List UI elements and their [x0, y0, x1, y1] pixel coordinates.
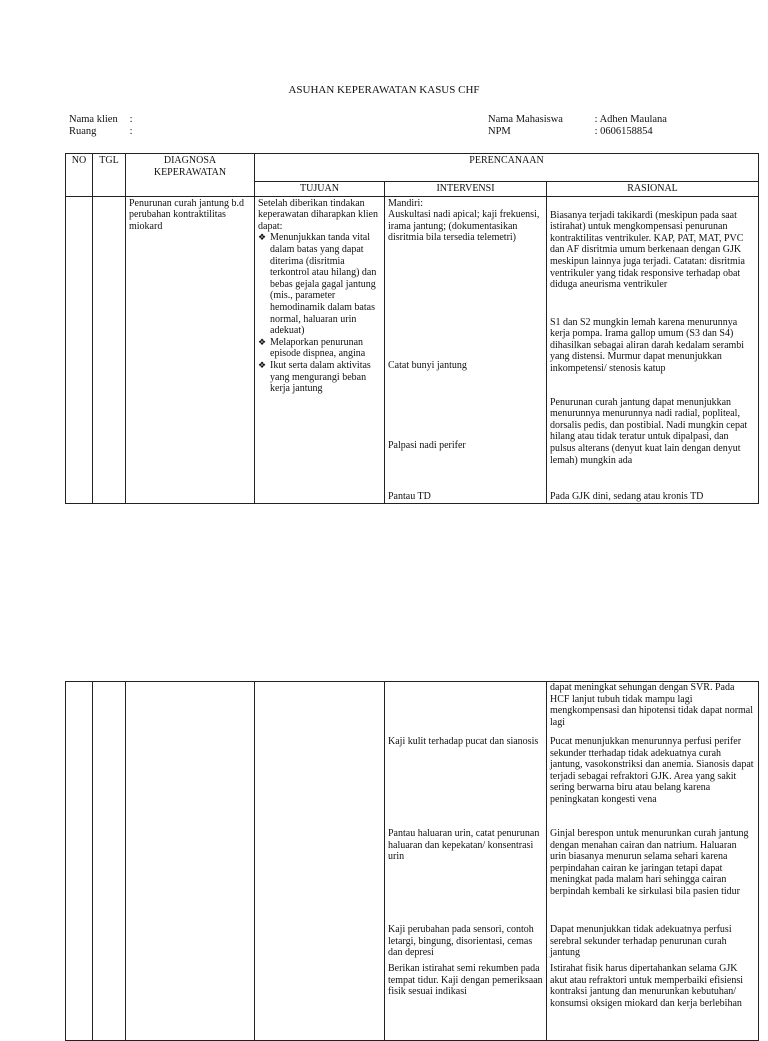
student-meta	[488, 114, 667, 138]
intervensi-item: Catat bunyi jantung	[388, 359, 467, 371]
intervensi-item: Kaji perubahan pada sensori, contoh letargi, bingung, disorientasi, cemas dan depresi	[388, 924, 534, 959]
diamond-bullet-icon: ❖	[258, 359, 267, 370]
list-item: ❖ Menunjukkan tanda vital dalam batas yang dapat diterima (disritmia terkontrol atau hilang) dan bebas gejala gagal jantung (mis., parameter hemodinamik dalam batas normal, haluaran urin adekuat)	[258, 232, 377, 337]
meta-row-npm	[488, 126, 667, 138]
rasional-item: Pucat menunjukkan menurunnya perfusi perifer sekunder tterhadap tidak adekuatnya curah jantung, vasokonstriksi dan anemia. Sianosis dapat terjadi sebagai refraktori GJK. Area yang sakit sering berwarna biru atau belang karena peningkatan kongesti vena	[550, 736, 754, 805]
list-item: ❖ Melaporkan penurunan episode dispnea, angina	[258, 336, 366, 360]
header-tgl: TGL	[93, 154, 126, 197]
rasional-item: dapat meningkat sehungan dengan SVR. Pada HCF lanjut tubuh tidak mampu lagi mengkompensasi dan hipotensi tidak dapat normal lagi	[550, 682, 754, 728]
meta-value: : 0606158854	[594, 126, 653, 137]
header-rasional: RASIONAL	[547, 182, 759, 197]
cell-no	[66, 682, 93, 1041]
cell-intervensi	[385, 682, 547, 1041]
rasional-item: Istirahat fisik harus dipertahankan selama GJK akut atau refraktori untuk memperbaiki efisiensi kontraksi jantung dan menurunkan kebutuhan/ konsumsi oksigen miokard dan kerja berlebihan	[550, 963, 743, 1009]
cell-no	[66, 196, 93, 503]
intervensi-item: Pantau TD	[388, 490, 431, 502]
patient-meta	[69, 114, 133, 138]
meta-value: : Adhen Maulana	[594, 114, 667, 125]
care-plan-table-2	[65, 681, 759, 1041]
intervensi-item: Mandiri: Auskultasi nadi apical; kaji frekuensi, irama jantung; (dokumentasikan disritmia bila tersedia telemetri)	[388, 197, 540, 244]
header-intervensi: INTERVENSI	[385, 182, 547, 197]
meta-row-room	[69, 126, 133, 138]
rasional-item: Pada GJK dini, sedang atau kronis TD	[550, 490, 704, 502]
rasional-item: Ginjal berespon untuk menurunkan curah jantung dengan menahan cairan dan natrium. Haluaran urin biasanya menurun selama sehari karena perpindahan cairan ke jaringan tetapi dapat meningkat pada malam hari sehingga cairan berpindah kembali ke sirkulasi bila pasien tidur	[550, 828, 749, 897]
rasional-item: S1 dan S2 mungkin lemah karena menurunnya kerja pompa. Irama gallop umum (S3 dan S4) dihasilkan sebagai aliran darah kedalam serambi yang distensi. Murmur dapat menunjukkan inkompetensi/ stenosis katup	[550, 316, 745, 374]
meta-label: NPM	[488, 126, 511, 137]
header-no: NO	[66, 154, 93, 197]
cell-diagnosa	[126, 682, 255, 1041]
tujuan-list	[258, 232, 381, 394]
intervensi-item: Kaji kulit terhadap pucat dan sianosis	[388, 736, 539, 747]
meta-label: Nama klien	[69, 114, 118, 125]
meta-row-name	[69, 114, 133, 126]
intervensi-item: Pantau haluaran urin, catat penurunan haluaran dan kepekatan/ konsentrasi urin	[388, 828, 540, 863]
tujuan-intro: Setelah diberikan tindakan keperawatan diharapkan klien dapat:	[258, 197, 378, 232]
meta-value: :	[129, 126, 133, 137]
cell-tgl	[93, 682, 126, 1041]
list-item: ❖ Ikut serta dalam aktivitas yang mengurangi beban kerja jantung	[258, 359, 371, 395]
diamond-bullet-icon: ❖	[258, 232, 267, 243]
cell-intervensi	[385, 196, 547, 503]
care-plan-table-1	[65, 153, 759, 504]
meta-value: :	[129, 114, 133, 125]
meta-label: Ruang	[69, 126, 97, 137]
meta-row-student	[488, 114, 667, 126]
header-diagnosa: DIAGNOSA KEPERAWATAN	[126, 154, 255, 197]
meta-label: Nama Mahasiswa	[488, 114, 563, 125]
header-tujuan: TUJUAN	[255, 182, 385, 197]
document-title: ASUHAN KEPERAWATAN KASUS CHF	[288, 84, 480, 96]
rasional-item: Dapat menunjukkan tidak adekuatnya perfusi serebral sekunder terhadap penurunan curah jantung	[550, 924, 732, 959]
cell-tgl	[93, 196, 126, 503]
cell-rasional	[547, 196, 759, 503]
cell-diagnosa: Penurunan curah jantung b.d perubahan kontraktilitas miokard	[126, 196, 255, 503]
rasional-item: Biasanya terjadi takikardi (meskipun pada saat istirahat) untuk mengkompensasi penurunan kontraktilitas ventrikuler. KAP, PAT, MAT, PVC dan AF disritmia umum berkenaan dengan GJK meskipun lainnya juga terjadi. Catatan: disritmia ventrikuler yang tidak responsive terhadap obat diduga aneurisma ventrikuler	[550, 209, 745, 291]
cell-tujuan	[255, 196, 385, 503]
rasional-item: Penurunan curah jantung dapat menunjukkan menurunnya menurunnya nadi radial, popliteal, dorsalis pedis, dan postibial. Nadi mungkin cepat hilang atau tidak teratur untuk dipalpasi, dan pulsus alterans (denyut kuat lain dengan denyut lemah) mungkin ada	[550, 396, 748, 466]
header-perencanaan: PERENCANAAN	[255, 154, 759, 182]
cell-tujuan	[255, 682, 385, 1041]
cell-rasional	[547, 682, 759, 1041]
intervensi-item: Berikan istirahat semi rekumben pada tempat tidur. Kaji dengan pemeriksaan fisik sesuai indikasi	[388, 963, 543, 998]
intervensi-item: Palpasi nadi perifer	[388, 439, 466, 451]
diamond-bullet-icon: ❖	[258, 336, 267, 347]
